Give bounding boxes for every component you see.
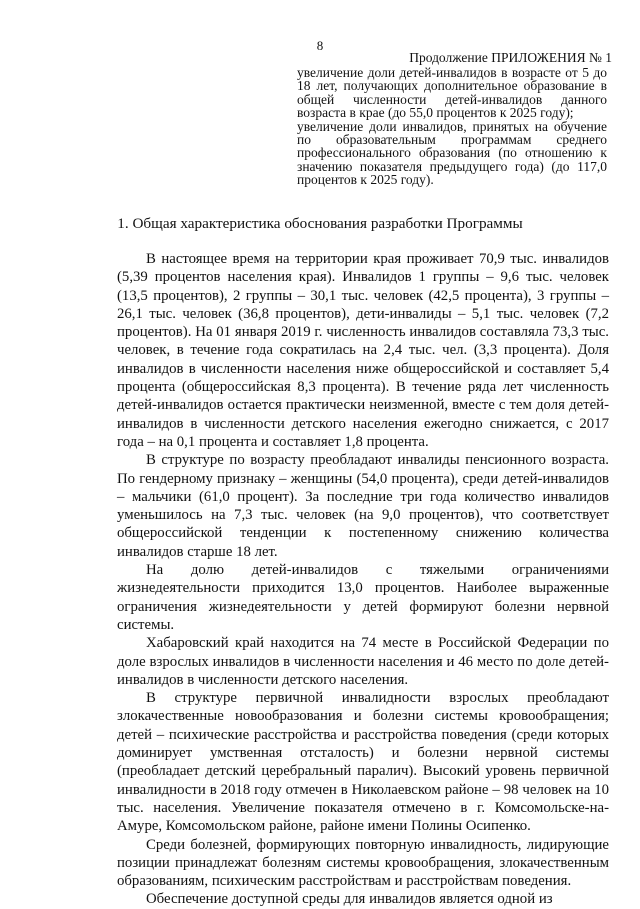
paragraph: Хабаровский край находится на 74 месте в Российской Федерации по доле взрослых инвалидов в численности населения и 46 место по доле детей-инвалидов в численности детского населения.: [117, 635, 609, 688]
paragraph: Обеспечение доступной среды для инвалидов является одной из: [146, 891, 553, 908]
section-body: [117, 250, 609, 909]
section-title: 1. Общая характеристика обоснования разработки Программы: [117, 215, 523, 232]
paragraph: Среди болезней, формирующих повторную инвалидность, лидирующие позиции принадлежат болезням системы кровообращения, злокачественным образованиям, психическим расстройствам и расстройствам поведения.: [117, 836, 609, 890]
paragraph: В структуре первичной инвалидности взрослых преобладают злокачественные новообразования и болезни системы кровообращения; детей – психические расстройства и расстройства поведения (среди которых доминирует умственная отсталость) и болезни нервной системы (преобладает детский церебральный паралич). Высокий уровень первичной инвалидности в 2018 году отмечен в Николаевском районе – 98 человек на 10 тыс. населения. Увеличение показателя отмечено в г. Комсомольске-на-Амуре, Комсомольском районе, районе имени Полины Осипенко.: [117, 690, 609, 835]
paragraph: На долю детей-инвалидов с тяжелыми ограничениями жизнедеятельности приходится 13,0 процентов. Наиболее выраженные ограничения жизнедеятельности у детей формируют болезни нервной системы.: [117, 562, 609, 633]
paragraph: В структуре по возрасту преобладают инвалиды пенсионного возраста. По гендерному признаку – женщины (54,0 процента), среди детей-инвалидов – мальчики (61,0 процент). За последние три года количество инвалидов уменьшилось на 7,3 тыс. человек (на 9,0 процентов), что соответствует общероссийской тенденции к постепенному снижению количества инвалидов старше 18 лет.: [117, 452, 609, 560]
intro-item: увеличение доли инвалидов, принятых на обучение по образовательным программам среднего профессионального образования (по отношению к значению показателя предыдущего года) (до 117,0 процентов к 2025 году).: [297, 118, 607, 188]
paragraph: В настоящее время на территории края проживает 70,9 тыс. инвалидов (5,39 процентов населения края). Инвалидов 1 группы – 9,6 тыс. человек (13,5 процентов), 2 группы – 30,1 тыс. человек (42,5 процента), 3 группы – 26,1 тыс. человек (36,8 процентов), дети-инвалиды – 5,1 тыс. человек (7,2 процентов). На 01 января 2019 г. численность инвалидов составляла 73,3 тыс. человек, в течение года сократилась на 2,4 тыс. чел. (3,3 процента). Доля инвалидов в численности населения ниже общероссийской и составляет 5,4 процента (общероссийская 8,3 процента). В течение ряда лет численность детей-инвалидов остается практически неизменной, вместе с тем доля детей-инвалидов в численности детского населения ежегодно снижается, с 2017 года – на 0,1 процента и составляет 1,8 процента.: [117, 251, 609, 450]
page-number: 8: [316, 38, 324, 53]
appendix-continuation-label: Продолжение ПРИЛОЖЕНИЯ № 1: [409, 50, 612, 65]
intro-item: увеличение доли детей-инвалидов в возрасте от 5 до 18 лет, получающих дополнительное образование в общей численности детей-инвалидов данного возраста в крае (до 55,0 процентов к 2025 году);: [297, 65, 607, 121]
intro-list: [297, 66, 607, 187]
